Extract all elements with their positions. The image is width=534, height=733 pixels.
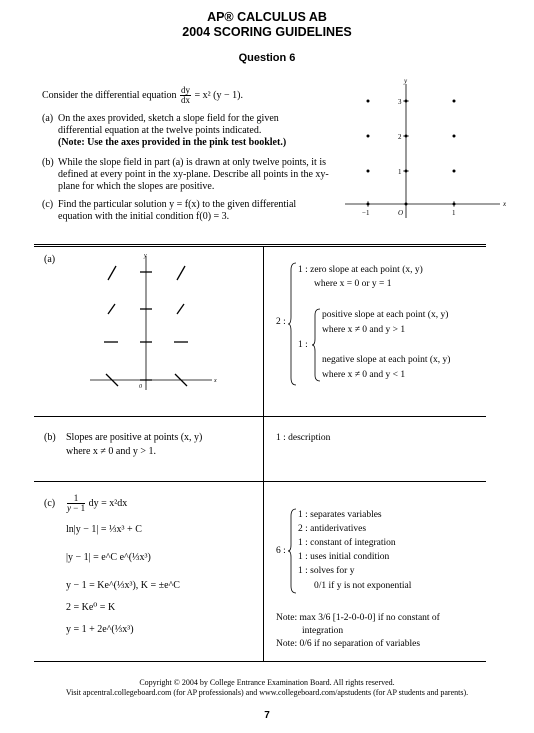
grid-point xyxy=(367,100,370,103)
slope-field xyxy=(82,250,222,395)
rubric-c-item: 2 : antiderivatives xyxy=(298,524,367,534)
section-divider-bc xyxy=(34,481,486,482)
footer-visit: Visit apcentral.collegeboard.com (for AP professionals) and www.collegeboard.com/apstudents (for AP students and parents). xyxy=(65,688,469,697)
rubric-c-item: 1 : constant of integration xyxy=(298,538,396,548)
answer-c-label: (c) xyxy=(44,498,56,509)
rubric-c-item: 1 : uses initial condition xyxy=(298,552,390,562)
section-divider-top xyxy=(34,244,486,245)
rubric-c-score: 6 : xyxy=(276,546,286,556)
rubric-a-line6: where x ≠ 0 and y < 1 xyxy=(322,370,406,380)
answer-c-step1 xyxy=(66,494,127,513)
rubric-a-line1: 1 : zero slope at each point (x, y) xyxy=(298,265,423,275)
rubric-c-item: 1 : solves for y xyxy=(298,566,355,576)
answer-a-label: (a) xyxy=(44,254,56,265)
deq-den: dx xyxy=(181,95,190,105)
brace-path xyxy=(288,509,296,593)
grid-point xyxy=(367,135,370,138)
answer-b-line2: where x ≠ 0 and y > 1. xyxy=(66,446,156,457)
grid-point xyxy=(405,100,408,103)
part-a-label: (a) xyxy=(42,113,54,124)
grid-point xyxy=(367,203,370,206)
tick-label-y2: 2 xyxy=(398,133,402,141)
grid-point xyxy=(405,203,408,206)
part-a-note: (Note: Use the axes provided in the pink test booklet.) xyxy=(58,137,287,148)
slope-segment xyxy=(108,304,115,314)
sf-x-label: x xyxy=(214,378,217,384)
step1-fraction: $\frac{1}{y - 1}$ xyxy=(67,493,86,513)
grid-point xyxy=(453,203,456,206)
page-subtitle: 2004 SCORING GUIDELINES xyxy=(182,25,352,39)
question-axes xyxy=(340,76,510,226)
answer-c-step2: ln|y − 1| = ⅓x³ + C xyxy=(66,524,142,535)
grid-point xyxy=(405,135,408,138)
page-title: AP® CALCULUS AB xyxy=(207,10,327,24)
section-divider-top-double xyxy=(34,246,486,247)
section-divider-ab xyxy=(34,416,486,417)
grid-point xyxy=(453,135,456,138)
intro-lead: Consider the differential equation xyxy=(42,89,177,101)
axis-y-label: y xyxy=(404,77,408,85)
rubric-a-inner-score: 1 : xyxy=(298,340,308,350)
rubric-c-item: 1 : separates variables xyxy=(298,510,382,520)
grid-point xyxy=(405,170,408,173)
rubric-c-sub: 0/1 if y is not exponential xyxy=(314,581,412,591)
grid-point xyxy=(453,100,456,103)
grid-points xyxy=(367,100,456,206)
grid-point xyxy=(453,170,456,173)
column-divider xyxy=(263,246,264,661)
rubric-a-line5: negative slope at each point (x, y) xyxy=(322,355,451,365)
page-number: 7 xyxy=(264,710,270,721)
part-a-text xyxy=(58,113,318,149)
deq-rhs: = x² (y − 1). xyxy=(194,89,243,101)
rubric-a-line2: where x = 0 or y = 1 xyxy=(314,279,392,289)
part-b-text: While the slope field in part (a) is drawn at only twelve points, it is defined at every point in the xy-plane. Describe all points in the xy-plane for which the slopes are positive. xyxy=(58,157,329,192)
part-c-label: (c) xyxy=(42,199,54,210)
section-divider-bottom xyxy=(34,661,486,662)
intro-line xyxy=(42,86,342,105)
question-number: Question 6 xyxy=(238,52,296,64)
footer-copyright: Copyright © 2004 by College Entrance Examination Board. All rights reserved. xyxy=(139,678,395,687)
rubric-b-text: 1 : description xyxy=(276,433,331,443)
rubric-a-line4: where x ≠ 0 and y > 1 xyxy=(322,325,406,335)
tick-label-x1: 1 xyxy=(452,209,456,217)
rubric-a-line3: positive slope at each point (x, y) xyxy=(322,310,449,320)
rubric-a-brace xyxy=(288,262,298,387)
rubric-a-score: 2 : xyxy=(276,317,286,327)
slope-segment xyxy=(108,266,116,280)
answer-b-line1: Slopes are positive at points (x, y) xyxy=(66,432,203,443)
step1-rhs: dy = x²dx xyxy=(88,497,128,509)
deq-fraction xyxy=(180,86,191,105)
rubric-c-brace xyxy=(288,508,298,594)
answer-c-step5: 2 = Ke⁰ = K xyxy=(66,602,116,613)
tick-label-neg1: −1 xyxy=(362,209,370,217)
slope-segment xyxy=(177,304,184,314)
answer-c-step6: y = 1 + 2e^(⅓x³) xyxy=(66,624,134,635)
deq-num: dy xyxy=(181,85,190,95)
brace-path xyxy=(312,309,320,381)
tick-label-y1: 1 xyxy=(398,168,402,176)
brace-path xyxy=(288,263,296,385)
part-c-text: Find the particular solution y = f(x) to the given differential equation with the initial condition f(0) = 3. xyxy=(58,199,297,222)
tick-label-y3: 3 xyxy=(398,98,402,106)
sf-origin: 0 xyxy=(139,384,142,390)
rubric-c-note2: Note: 0/6 if no separation of variables xyxy=(276,639,421,649)
slope-segment xyxy=(177,266,185,280)
rubric-a-inner-brace xyxy=(312,308,322,382)
answer-c-step4: y − 1 = Ke^(⅓x³), K = ±e^C xyxy=(66,580,180,591)
part-a-body: On the axes provided, sketch a slope field for the given differential equation at the twelve points indicated. xyxy=(58,113,279,136)
origin-label: O xyxy=(398,209,404,217)
rubric-c-note1: Note: max 3/6 [1-2-0-0-0] if no constant of xyxy=(276,613,440,623)
answer-b-label: (b) xyxy=(44,432,56,443)
axis-x-label: x xyxy=(503,200,507,208)
rubric-c-note1b: integration xyxy=(302,626,344,636)
sf-y-label: y xyxy=(144,253,147,259)
answer-c-step3: |y − 1| = e^C e^(⅓x³) xyxy=(66,552,151,563)
part-b-label: (b) xyxy=(42,157,54,168)
grid-point xyxy=(367,170,370,173)
